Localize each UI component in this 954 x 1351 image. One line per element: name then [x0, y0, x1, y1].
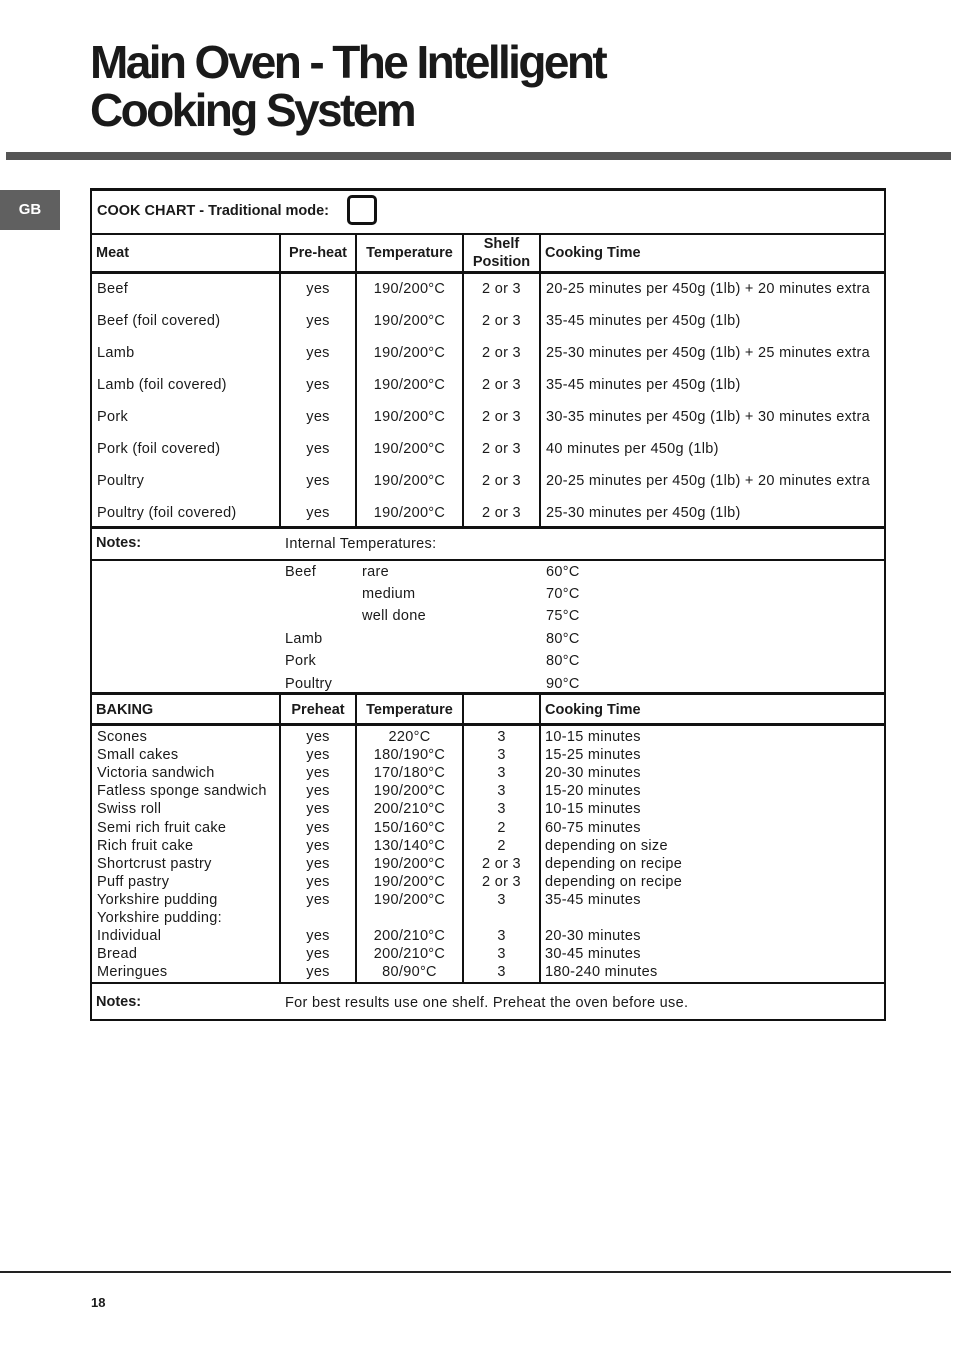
baking-cooking-time: 60-75 minutes	[545, 819, 641, 836]
baking-temperature: 190/200°C	[373, 891, 446, 908]
baking-cooking-time: depending on recipe	[545, 873, 683, 890]
header-shelf-position: Position	[472, 254, 531, 270]
meat-cooking-time: 35-45 minutes per 450g (1lb)	[546, 377, 741, 393]
header-temperature: Temperature	[366, 245, 453, 261]
traditional-mode-icon	[347, 195, 377, 225]
language-tab: GB	[0, 190, 60, 230]
baking-preheat: yes	[306, 855, 330, 872]
baking-shelf: 3	[497, 928, 506, 945]
meat-preheat: yes	[306, 409, 330, 425]
page-number: 18	[91, 1295, 106, 1310]
meat-cooking-time: 25-30 minutes per 450g (1lb)	[546, 505, 741, 521]
meat-cooking-time: 20-25 minutes per 450g (1lb) + 20 minutes extra	[546, 473, 871, 489]
meat-shelf: 2 or 3	[482, 281, 521, 297]
baking-preheat: yes	[306, 946, 330, 963]
note-doneness: medium	[362, 586, 416, 602]
table-rule	[92, 723, 884, 726]
meat-temperature: 190/200°C	[373, 409, 446, 425]
baking-preheat: yes	[306, 819, 330, 836]
baking-temperature: 170/180°C	[373, 765, 446, 782]
baking-temperature: 200/210°C	[373, 928, 446, 945]
meat-shelf: 2 or 3	[482, 313, 521, 329]
meat-shelf: 2 or 3	[482, 345, 521, 361]
baking-temperature: 80/90°C	[382, 964, 437, 981]
meat-name: Poultry (foil covered)	[97, 505, 237, 521]
baking-temperature: 220°C	[388, 729, 431, 745]
meat-name: Lamb (foil covered)	[97, 377, 227, 393]
baking-temperature: 150/160°C	[373, 819, 446, 836]
baking-temperature: 200/210°C	[373, 946, 446, 963]
baking-name: Victoria sandwich	[97, 765, 215, 782]
baking-temperature: 190/200°C	[373, 783, 446, 800]
baking-shelf: 3	[497, 765, 506, 782]
header-rule	[6, 152, 951, 160]
baking-cooking-time: 35-45 minutes	[545, 891, 641, 908]
meat-preheat: yes	[306, 377, 330, 393]
baking-temperature: 130/140°C	[373, 837, 446, 854]
baking-shelf: 3	[497, 783, 506, 800]
meat-preheat: yes	[306, 281, 330, 297]
baking-name: Bread	[97, 946, 138, 963]
baking-preheat: yes	[306, 891, 330, 908]
meat-temperature: 190/200°C	[373, 345, 446, 361]
baking-shelf: 2	[497, 837, 506, 854]
baking-shelf: 3	[497, 729, 506, 745]
baking-preheat: yes	[306, 783, 330, 800]
baking-shelf: 2 or 3	[482, 873, 521, 890]
baking-cooking-time: 15-25 minutes	[545, 747, 641, 764]
baking-name: Individual	[97, 928, 162, 945]
baking-name: Rich fruit cake	[97, 837, 194, 854]
meat-cooking-time: 20-25 minutes per 450g (1lb) + 20 minutes extra	[546, 281, 871, 297]
meat-preheat: yes	[306, 345, 330, 361]
meat-cooking-time: 25-30 minutes per 450g (1lb) + 25 minutes extra	[546, 345, 871, 361]
meat-cooking-time: 30-35 minutes per 450g (1lb) + 30 minutes extra	[546, 409, 871, 425]
baking-name: Shortcrust pastry	[97, 855, 212, 872]
meat-preheat: yes	[306, 505, 330, 521]
note-temperature: 70°C	[546, 586, 580, 602]
baking-temperature: 200/210°C	[373, 801, 446, 818]
baking-cooking-time: 20-30 minutes	[545, 765, 641, 782]
meat-shelf: 2 or 3	[482, 377, 521, 393]
meat-preheat: yes	[306, 441, 330, 457]
note-meat: Beef	[285, 564, 317, 580]
note-temperature: 90°C	[546, 676, 580, 692]
meat-preheat: yes	[306, 473, 330, 489]
meat-cooking-time: 40 minutes per 450g (1lb)	[546, 441, 719, 457]
meat-name: Lamb	[97, 345, 135, 361]
footer-rule	[0, 1271, 951, 1273]
meat-temperature: 190/200°C	[373, 441, 446, 457]
baking-shelf: 3	[497, 891, 506, 908]
baking-notes-text: For best results use one shelf. Preheat the oven before use.	[285, 995, 689, 1011]
baking-cooking-time: 10-15 minutes	[545, 801, 641, 818]
column-rule	[539, 233, 541, 526]
column-rule	[539, 692, 541, 982]
meat-temperature: 190/200°C	[373, 377, 446, 393]
baking-shelf: 3	[497, 946, 506, 963]
baking-preheat: yes	[306, 873, 330, 890]
baking-name: Swiss roll	[97, 801, 162, 818]
baking-temperature: 190/200°C	[373, 855, 446, 872]
baking-shelf: 2 or 3	[482, 855, 521, 872]
note-meat: Pork	[285, 653, 317, 669]
baking-cooking-time: 15-20 minutes	[545, 783, 641, 800]
note-temperature: 80°C	[546, 653, 580, 669]
header-baking-preheat: Preheat	[291, 702, 345, 718]
header-meat: Meat	[96, 245, 130, 261]
meat-temperature: 190/200°C	[373, 313, 446, 329]
header-preheat: Pre-heat	[288, 245, 348, 261]
table-rule	[92, 559, 884, 561]
baking-name: Yorkshire pudding	[97, 891, 218, 908]
note-temperature: 80°C	[546, 631, 580, 647]
baking-preheat: yes	[306, 765, 330, 782]
baking-cooking-time: 180-240 minutes	[545, 964, 658, 981]
meat-name: Beef (foil covered)	[97, 313, 221, 329]
page-title	[90, 38, 605, 134]
meat-shelf: 2 or 3	[482, 409, 521, 425]
baking-name: Yorkshire pudding:	[97, 910, 222, 926]
baking-cooking-time: depending on recipe	[545, 855, 683, 872]
baking-name: Small cakes	[97, 747, 179, 764]
baking-temperature: 180/190°C	[373, 747, 446, 764]
note-doneness: well done	[362, 608, 426, 624]
meat-preheat: yes	[306, 313, 330, 329]
baking-preheat: yes	[306, 801, 330, 818]
meat-temperature: 190/200°C	[373, 505, 446, 521]
notes-text: Internal Temperatures:	[285, 536, 437, 552]
meat-name: Pork (foil covered)	[97, 441, 221, 457]
baking-name: Meringues	[97, 964, 168, 981]
baking-shelf: 3	[497, 801, 506, 818]
cook-chart-heading: COOK CHART - Traditional mode:	[97, 203, 329, 219]
meat-shelf: 2 or 3	[482, 441, 521, 457]
page-title-line-2: Cooking System	[90, 84, 415, 136]
baking-cooking-time: depending on size	[545, 837, 668, 854]
table-rule	[92, 1019, 884, 1021]
baking-preheat: yes	[306, 837, 330, 854]
baking-name: Fatless sponge sandwich	[97, 783, 267, 800]
header-baking-temperature: Temperature	[366, 702, 453, 718]
meat-temperature: 190/200°C	[373, 473, 446, 489]
table-rule	[92, 692, 884, 695]
table-rule	[92, 982, 884, 984]
meat-shelf: 2 or 3	[482, 505, 521, 521]
meat-temperature: 190/200°C	[373, 281, 446, 297]
header-baking: BAKING	[96, 702, 154, 718]
baking-preheat: yes	[306, 928, 330, 945]
note-meat: Lamb	[285, 631, 323, 647]
table-rule	[92, 271, 884, 274]
baking-notes-label: Notes:	[96, 994, 142, 1010]
meat-name: Pork	[97, 409, 129, 425]
note-meat: Poultry	[285, 676, 333, 692]
meat-shelf: 2 or 3	[482, 473, 521, 489]
baking-name: Scones	[97, 729, 148, 745]
baking-preheat: yes	[306, 729, 330, 745]
baking-preheat: yes	[306, 964, 330, 981]
meat-name: Poultry	[97, 473, 145, 489]
meat-name: Beef	[97, 281, 129, 297]
baking-shelf: 3	[497, 964, 506, 981]
meat-cooking-time: 35-45 minutes per 450g (1lb)	[546, 313, 741, 329]
notes-label: Notes:	[96, 535, 142, 551]
note-temperature: 75°C	[546, 608, 580, 624]
page-title-line-1: Main Oven - The Intelligent	[90, 36, 606, 88]
baking-cooking-time: 10-15 minutes	[545, 729, 641, 745]
baking-preheat: yes	[306, 747, 330, 764]
baking-shelf: 3	[497, 747, 506, 764]
table-rule	[92, 526, 884, 529]
baking-cooking-time: 20-30 minutes	[545, 928, 641, 945]
table-rule	[92, 188, 884, 191]
baking-name: Puff pastry	[97, 873, 170, 890]
baking-name: Semi rich fruit cake	[97, 819, 227, 836]
header-baking-cooking-time: Cooking Time	[545, 702, 641, 718]
note-temperature: 60°C	[546, 564, 580, 580]
header-shelf: Shelf	[483, 236, 520, 252]
cook-chart-table	[90, 188, 886, 1021]
baking-cooking-time: 30-45 minutes	[545, 946, 641, 963]
baking-shelf: 2	[497, 819, 506, 836]
header-cooking-time: Cooking Time	[545, 245, 641, 261]
baking-temperature: 190/200°C	[373, 873, 446, 890]
note-doneness: rare	[362, 564, 389, 580]
